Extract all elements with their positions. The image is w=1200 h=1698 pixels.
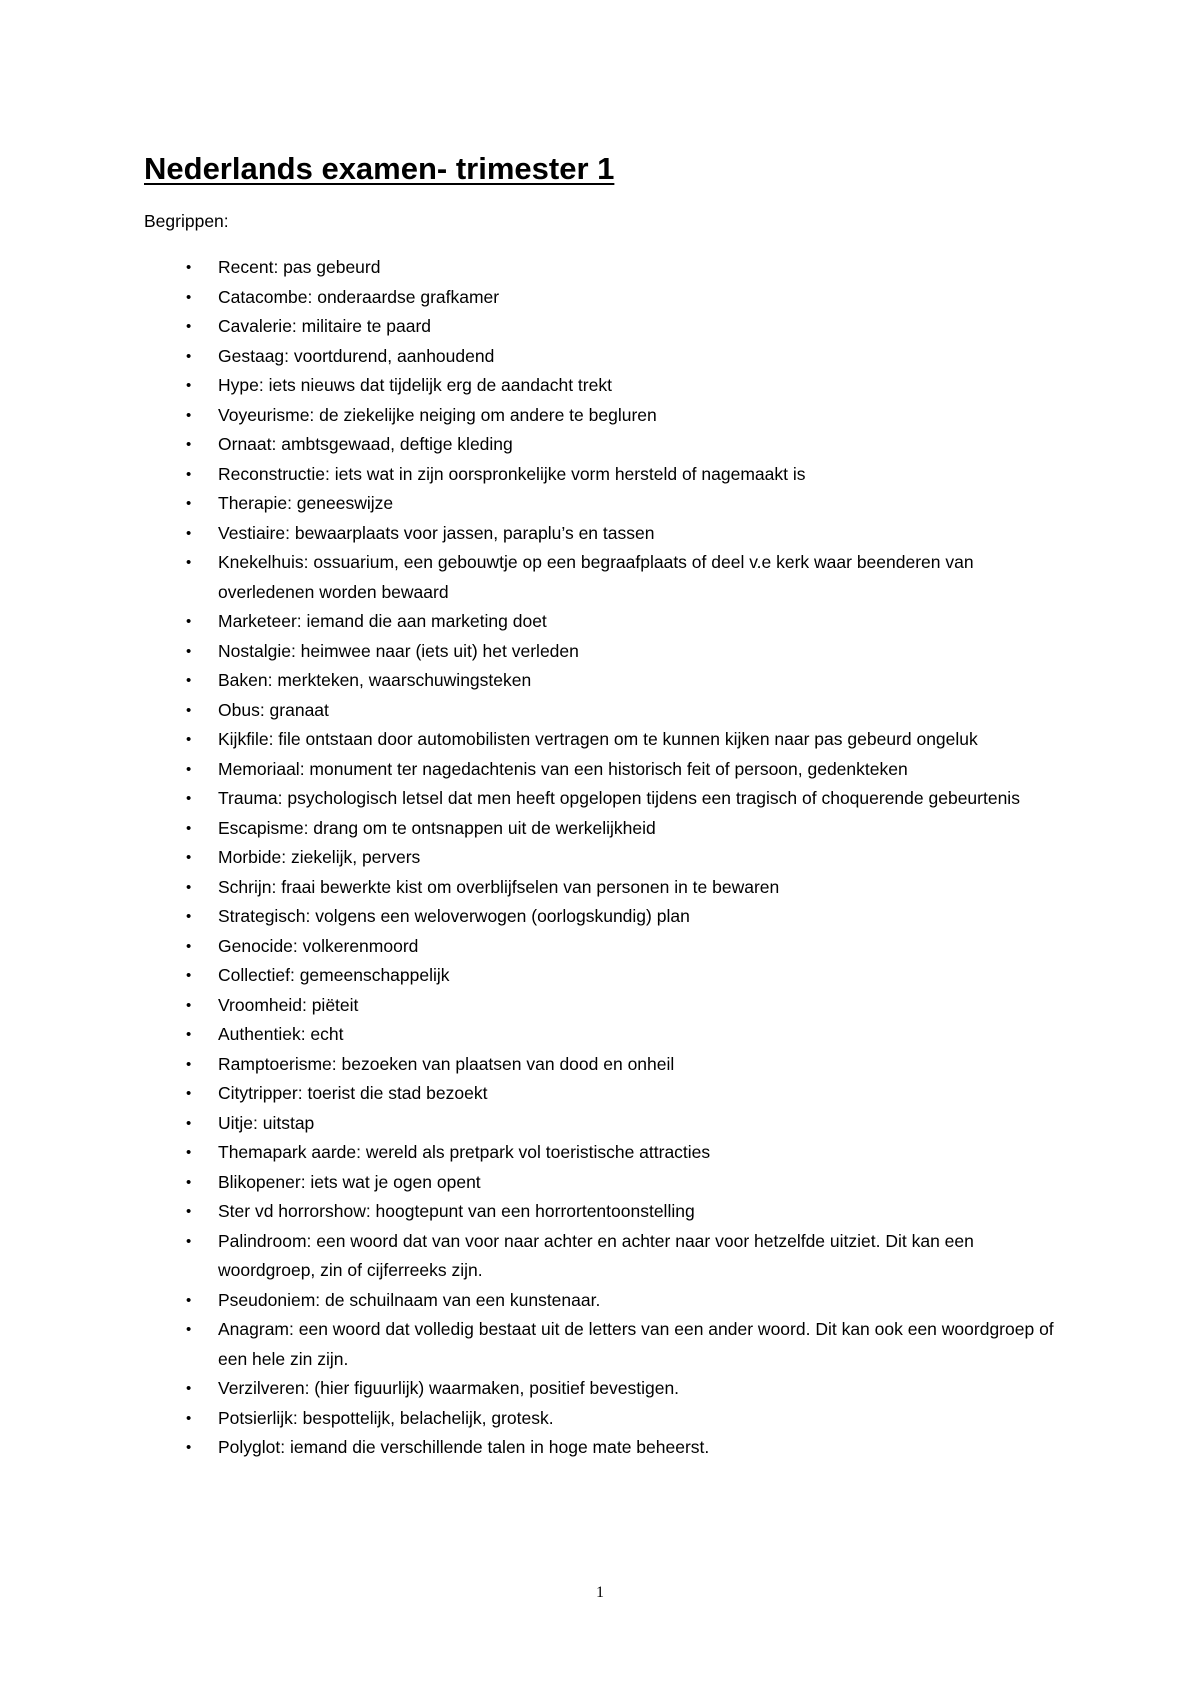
list-item [144, 1374, 1064, 1404]
term-text: Potsierlijk: bespottelijk, belachelijk, grotesk. [218, 1407, 554, 1428]
term-text: Catacombe: onderaardse grafkamer [218, 286, 500, 307]
term-list [144, 253, 1064, 1463]
term-text: Ramptoerisme: bezoeken van plaatsen van dood en onheil [218, 1053, 675, 1074]
bullet-icon: • [186, 613, 192, 630]
bullet-icon: • [186, 1321, 192, 1338]
term-text: Palindroom: een woord dat van voor naar achter en achter naar voor hetzelfde uitziet. Dit kan een woordgroep, zin of cijferreeks zijn. [218, 1230, 974, 1280]
term-text: Themapark aarde: wereld als pretpark vol toeristische attracties [218, 1142, 711, 1162]
list-item [144, 401, 1064, 431]
term-text: Vestiaire: bewaarplaats voor jassen, paraplu’s en tassen [218, 522, 655, 543]
bullet-icon: • [186, 967, 192, 984]
section-label: Begrippen: [144, 211, 229, 231]
bullet-icon: • [186, 465, 192, 483]
term-text: Genocide: volkerenmoord [218, 935, 419, 956]
term-text: Anagram: een woord dat volledig bestaat uit de letters van een ander woord. Dit kan ook een woordgroep of een hele zin zijn. [218, 1319, 1054, 1369]
bullet-icon: • [186, 347, 192, 365]
bullet-icon: • [186, 996, 192, 1014]
bullet-icon: • [186, 790, 192, 807]
list-item [144, 961, 1064, 991]
list-item [144, 1404, 1064, 1434]
bullet-icon: • [186, 1439, 192, 1456]
bullet-icon: • [186, 436, 192, 453]
bullet-icon: • [186, 554, 192, 571]
term-text: Morbide: ziekelijk, pervers [218, 847, 421, 867]
bullet-icon: • [186, 377, 192, 394]
list-item [144, 637, 1064, 667]
term-text: Hype: iets nieuws dat tijdelijk erg de aandacht trekt [218, 375, 612, 395]
list-item [144, 1079, 1064, 1109]
term-text: Cavalerie: militaire te paard [218, 316, 432, 336]
term-text: Collectief: gemeenschappelijk [218, 965, 450, 985]
term-text: Gestaag: voortdurend, aanhoudend [218, 345, 495, 366]
term-text: Recent: pas gebeurd [218, 257, 381, 277]
list-item [144, 312, 1064, 342]
bullet-icon: • [186, 819, 192, 837]
bullet-icon: • [186, 1085, 192, 1102]
term-text: Nostalgie: heimwee naar (iets uit) het verleden [218, 640, 579, 661]
term-text: Baken: merkteken, waarschuwingsteken [218, 670, 532, 690]
list-item [144, 430, 1064, 460]
bullet-icon: • [186, 642, 192, 660]
list-item [144, 725, 1064, 755]
list-item [144, 489, 1064, 519]
list-item [144, 991, 1064, 1021]
list-item [144, 1315, 1064, 1374]
term-text: Ornaat: ambtsgewaad, deftige kleding [218, 434, 513, 454]
list-item [144, 902, 1064, 932]
term-text: Trauma: psychologisch letsel dat men heeft opgelopen tijdens een tragisch of choquerende gebeurtenis [218, 788, 1020, 808]
term-text: Citytripper: toerist die stad bezoekt [218, 1083, 488, 1103]
list-item [144, 814, 1064, 844]
list-item [144, 1286, 1064, 1316]
bullet-icon: • [186, 288, 192, 306]
bullet-icon: • [186, 908, 192, 925]
term-text: Schrijn: fraai bewerkte kist om overblijfselen van personen in te bewaren [218, 876, 780, 897]
term-text: Escapisme: drang om te ontsnappen uit de werkelijkheid [218, 817, 656, 838]
term-text: Vroomheid: piëteit [218, 994, 359, 1015]
bullet-icon: • [186, 672, 192, 689]
list-item [144, 784, 1064, 814]
bullet-icon: • [186, 1173, 192, 1191]
list-item [144, 283, 1064, 313]
term-text: Authentiek: echt [218, 1024, 344, 1044]
list-item [144, 460, 1064, 490]
bullet-icon: • [186, 1409, 192, 1427]
bullet-icon: • [186, 1380, 192, 1397]
bullet-icon: • [186, 524, 192, 542]
term-text: Memoriaal: monument ter nagedachtenis van een historisch feit of persoon, gedenkteken [218, 758, 908, 779]
list-item [144, 932, 1064, 962]
list-item [144, 696, 1064, 726]
list-item [144, 755, 1064, 785]
list-item [144, 342, 1064, 372]
list-item [144, 1433, 1064, 1463]
term-text: Reconstructie: iets wat in zijn oorspronkelijke vorm hersteld of nagemaakt is [218, 463, 806, 484]
list-item [144, 873, 1064, 903]
bullet-icon: • [186, 1232, 192, 1250]
bullet-icon: • [186, 1055, 192, 1073]
list-item [144, 1050, 1064, 1080]
term-text: Blikopener: iets wat je ogen opent [218, 1171, 481, 1192]
list-item [144, 1197, 1064, 1227]
bullet-icon: • [186, 1114, 192, 1132]
term-text: Pseudoniem: de schuilnaam van een kunstenaar. [218, 1289, 601, 1310]
list-item [144, 371, 1064, 401]
list-item [144, 1227, 1064, 1286]
bullet-icon: • [186, 937, 192, 955]
list-item [144, 666, 1064, 696]
term-text: Polyglot: iemand die verschillende talen in hoge mate beheerst. [218, 1437, 710, 1457]
bullet-icon: • [186, 731, 192, 748]
list-item [144, 1020, 1064, 1050]
list-item [144, 548, 1064, 607]
term-text: Voyeurisme: de ziekelijke neiging om andere te begluren [218, 404, 657, 425]
list-item [144, 607, 1064, 637]
term-text: Marketeer: iemand die aan marketing doet [218, 611, 547, 631]
list-item [144, 519, 1064, 549]
term-text: Obus: granaat [218, 699, 329, 720]
page-number: 1 [596, 1584, 604, 1601]
list-item [144, 1138, 1064, 1168]
bullet-icon: • [186, 318, 192, 335]
term-text: Kijkfile: file ontstaan door automobilisten vertragen om te kunnen kijken naar pas gebeurd ongeluk [218, 729, 978, 749]
term-text: Verzilveren: (hier figuurlijk) waarmaken, positief bevestigen. [218, 1378, 680, 1398]
bullet-icon: • [186, 495, 192, 512]
term-text: Therapie: geneeswijze [218, 493, 394, 513]
page-title: Nederlands examen- trimester 1 [144, 151, 615, 186]
list-item [144, 253, 1064, 283]
bullet-icon: • [186, 1026, 192, 1043]
list-item [144, 1168, 1064, 1198]
term-text: Strategisch: volgens een weloverwogen (oorlogskundig) plan [218, 906, 690, 926]
bullet-icon: • [186, 701, 192, 719]
bullet-icon: • [186, 406, 192, 424]
term-text: Uitje: uitstap [218, 1112, 315, 1133]
bullet-icon: • [186, 1291, 192, 1309]
term-text: Ster vd horrorshow: hoogtepunt van een horrortentoonstelling [218, 1201, 695, 1221]
bullet-icon: • [186, 1203, 192, 1220]
bullet-icon: • [186, 878, 192, 896]
bullet-icon: • [186, 1144, 192, 1161]
bullet-icon: • [186, 849, 192, 866]
list-item [144, 1109, 1064, 1139]
bullet-icon: • [186, 760, 192, 778]
bullet-icon: • [186, 259, 192, 276]
term-text: Knekelhuis: ossuarium, een gebouwtje op een begraafplaats of deel v.e kerk waar beenderen van overledenen worden bewaard [218, 552, 974, 602]
list-item [144, 843, 1064, 873]
